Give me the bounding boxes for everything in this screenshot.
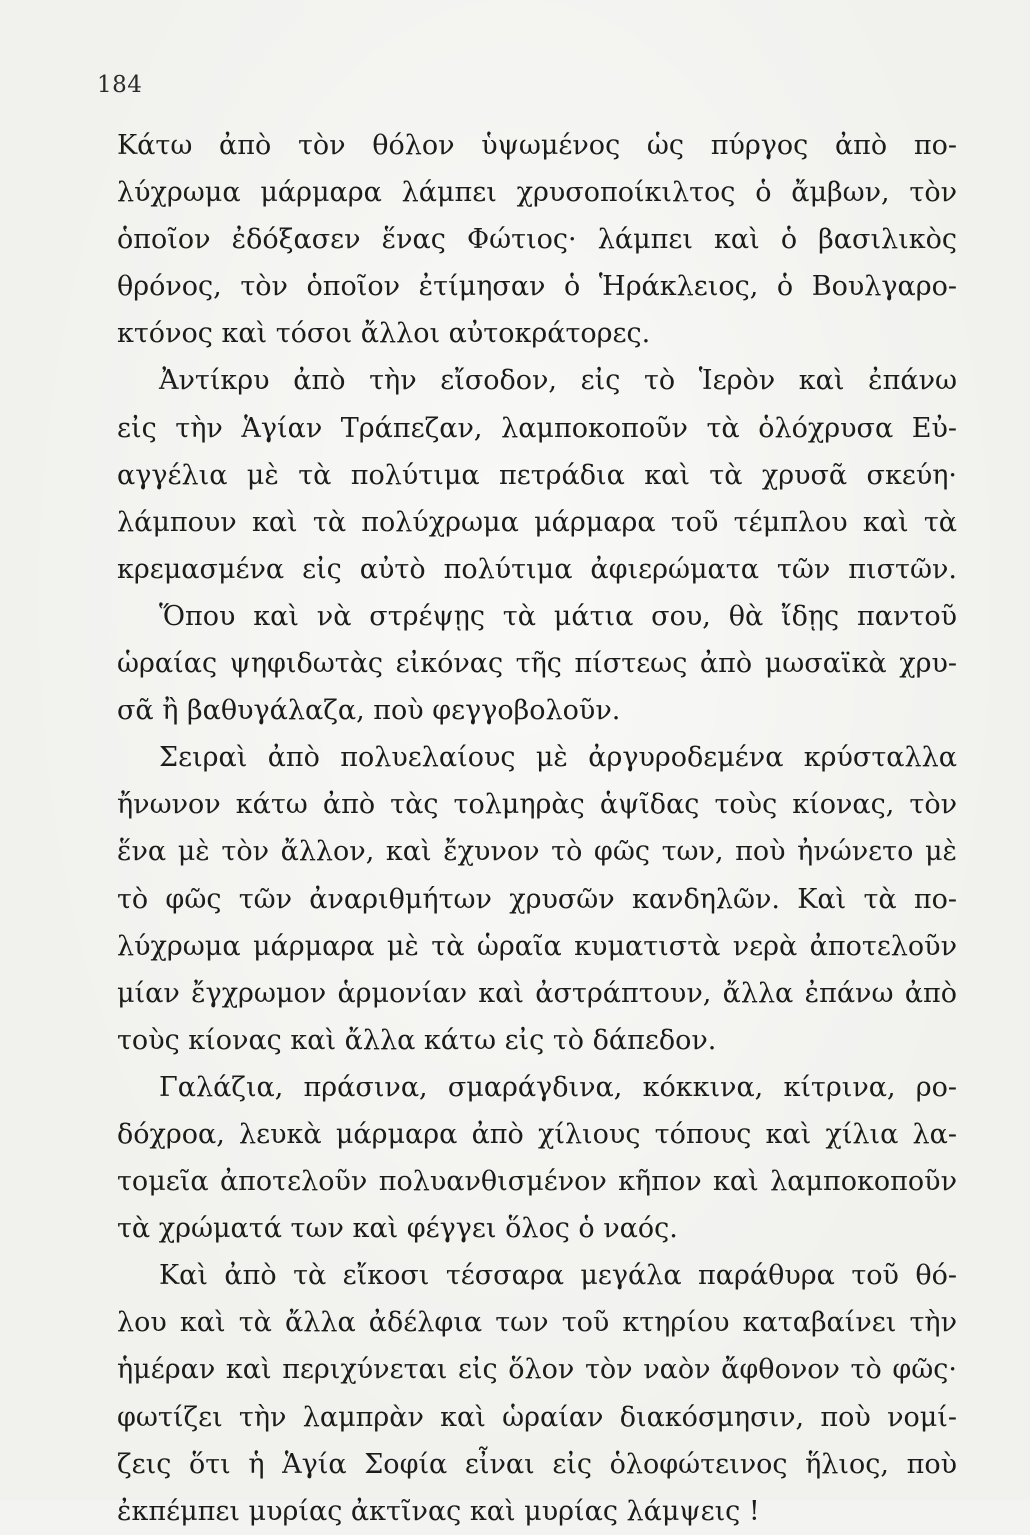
text-line: μίαν ἔγχρωμον ἁρμονίαν καὶ ἀστράπτουν, ἄλλα ἐπάνω ἀπὸ — [117, 977, 957, 1009]
text-line: Ἀντίκρυ ἀπὸ τὴν εἴσοδον, εἰς τὸ Ἱερὸν καὶ ἐπάνω — [159, 365, 957, 397]
text-line: εἰς τὴν Ἁγίαν Τράπεζαν, λαμποκοποῦν τὰ ὁλόχρυσα Εὐ- — [117, 412, 957, 444]
text-line: δόχροα, λευκὰ μάρμαρα ἀπὸ χίλιους τόπους καὶ χίλια λα- — [117, 1118, 957, 1150]
text-line: τοὺς κίονας καὶ ἄλλα κάτω εἰς τὸ δάπεδον. — [117, 1024, 717, 1056]
body-text — [117, 122, 957, 1535]
text-line: Κάτω ἀπὸ τὸν θόλον ὑψωμένος ὡς πύργος ἀπὸ πο- — [117, 130, 957, 161]
text-line: ἐκπέμπει μυρίας ἀκτῖνας καὶ μυρίας λάμψεις ! — [117, 1495, 760, 1527]
text-line: θρόνος, τὸν ὁποῖον ἐτίμησαν ὁ Ἡράκλειος, ὁ Βουλγαρο- — [117, 271, 957, 303]
text-line: ἡμέραν καὶ περιχύνεται εἰς ὅλον τὸν ναὸν ἄφθονον τὸ φῶς· — [117, 1354, 957, 1386]
text-line: τὸ φῶς τῶν ἀναριθμήτων χρυσῶν κανδηλῶν. Καὶ τὰ πο- — [117, 883, 957, 915]
page-number: 184 — [97, 72, 143, 98]
text-line: Γαλάζια, πράσινα, σμαράγδινα, κόκκινα, κίτρινα, ρο- — [159, 1071, 957, 1103]
text-line: λύχρωμα μάρμαρα μὲ τὰ ὡραῖα κυματιστὰ νερὰ ἀποτελοῦν — [117, 930, 957, 962]
text-line: ὁποῖον ἐδόξασεν ἕνας Φώτιος· λάμπει καὶ ὁ βασιλικὸς — [117, 224, 957, 256]
text-line: τομεῖα ἀποτελοῦν πολυανθισμένον κῆπον καὶ λαμποκοποῦν — [117, 1166, 957, 1198]
text-line: Καὶ ἀπὸ τὰ εἴκοσι τέσσαρα μεγάλα παράθυρα τοῦ θό- — [159, 1260, 957, 1292]
text-line: σᾶ ἢ βαθυγάλαζα, ποὺ φεγγοβολοῦν. — [117, 695, 621, 727]
text-line: Σειραὶ ἀπὸ πολυελαίους μὲ ἀργυροδεμένα κρύσταλλα — [159, 742, 957, 774]
text-line: λύχρωμα μάρμαρα λάμπει χρυσοποίκιλτος ὁ ἄμβων, τὸν — [117, 177, 957, 209]
text-line: κτόνος καὶ τόσοι ἄλλοι αὐτοκράτορες. — [117, 318, 651, 350]
text-line: λου καὶ τὰ ἄλλα ἀδέλφια των τοῦ κτηρίου καταβαίνει τὴν — [117, 1307, 957, 1339]
text-line: κρεμασμένα εἰς αὐτὸ πολύτιμα ἀφιερώματα τῶν πιστῶν. — [117, 553, 957, 585]
text-line: αγγέλια μὲ τὰ πολύτιμα πετράδια καὶ τὰ χρυσᾶ σκεύη· — [117, 459, 957, 491]
text-line: ὡραίας ψηφιδωτὰς εἰκόνας τῆς πίστεως ἀπὸ μωσαϊκὰ χρυ- — [117, 648, 957, 680]
text-line: λάμπουν καὶ τὰ πολύχρωμα μάρμαρα τοῦ τέμπλου καὶ τὰ — [117, 506, 957, 538]
text-line: φωτίζει τὴν λαμπρὰν καὶ ὡραίαν διακόσμησιν, ποὺ νομί- — [117, 1401, 957, 1433]
text-line: Ὅπου καὶ νὰ στρέψῃς τὰ μάτια σου, θὰ ἴδῃς παντοῦ — [159, 600, 957, 632]
text-line: τὰ χρώματά των καὶ φέγγει ὅλος ὁ ναός. — [117, 1213, 678, 1245]
text-line: ἕνα μὲ τὸν ἄλλον, καὶ ἔχυνον τὸ φῶς των, ποὺ ἠνώνετο μὲ — [117, 836, 957, 868]
text-line: ἤνωνον κάτω ἀπὸ τὰς τολμηρὰς ἁψῖδας τοὺς κίονας, τὸν — [117, 789, 957, 821]
text-line: ζεις ὅτι ἡ Ἁγία Σοφία εἶναι εἰς ὁλοφώτεινος ἥλιος, ποὺ — [117, 1448, 957, 1480]
